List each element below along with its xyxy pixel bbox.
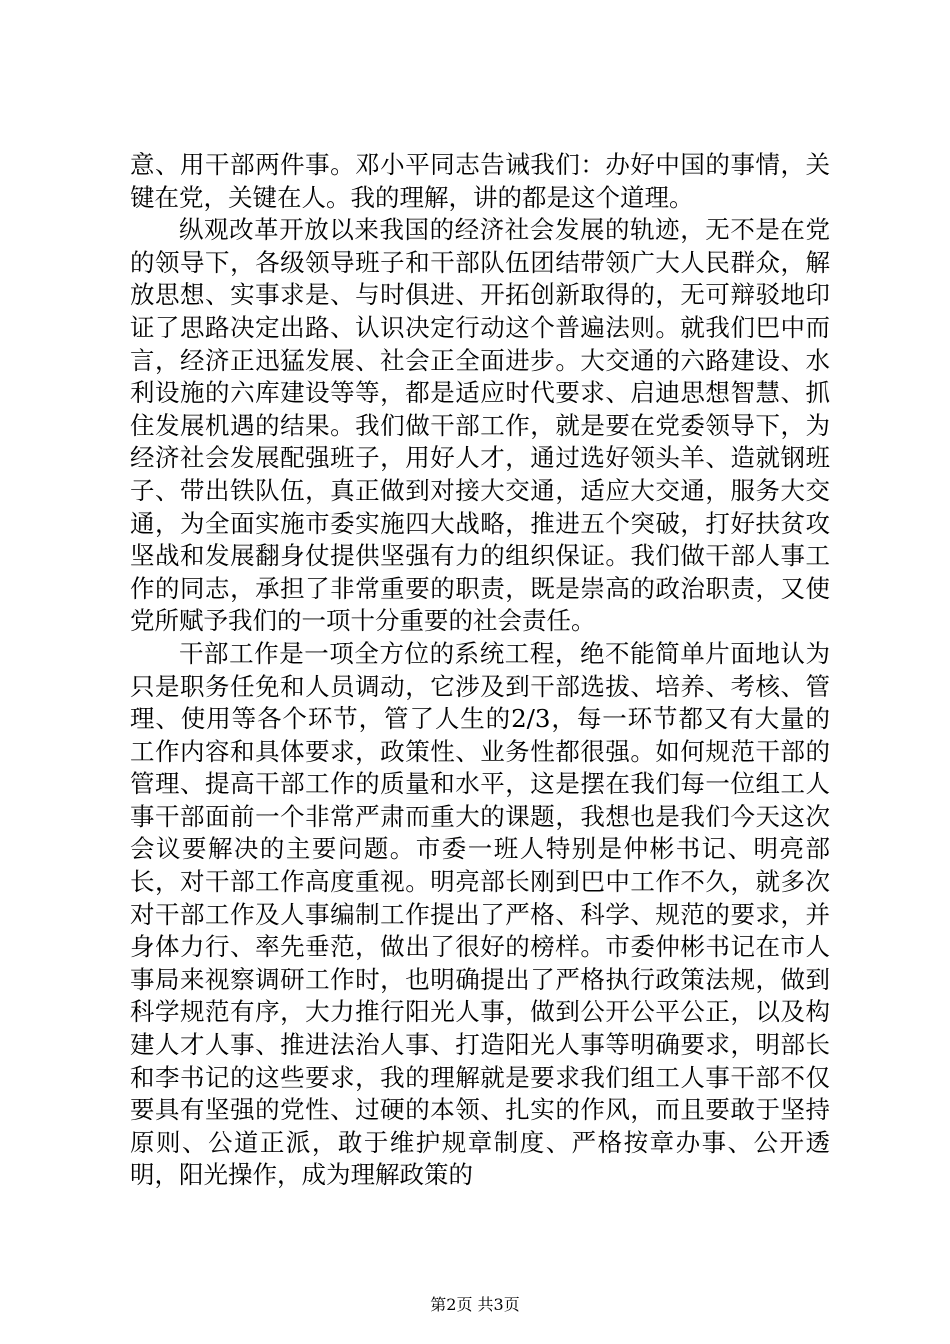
document-body [130, 149, 830, 1192]
page-footer: 第2页 共3页 [430, 1295, 520, 1314]
paragraph-1: 意、用干部两件事。邓小平同志告诫我们：办好中国的事情，关键在党，关键在人。我的理解，讲的都是这个道理。 [130, 150, 830, 212]
paragraph-3: 干部工作是一项全方位的系统工程，绝不能简单片面地认为只是职务任免和人员调动，它涉及到干部选拔、培养、考核、管理、使用等各个环节，管了人生的2/3，每一环节都又有大量的工作内容和具体要求，政策性、业务性都很强。如何规范干部的管理、提高干部工作的质量和水平，这是摆在我们每一位组工人事干部面前一个非常严肃而重大的课题，我想也是我们今天这次会议要解决的主要问题。市委一班人特别是仲彬书记、明亮部长，对干部工作高度重视。明亮部长刚到巴中工作不久，就多次对干部工作及人事编制工作提出了严格、科学、规范的要求，并身体力行、率先垂范，做出了很好的榜样。市委仲彬书记在市人事局来视察调研工作时，也明确提出了严格执行政策法规，做到科学规范有序，大力推行阳光人事，做到公开公平公正，以及构建人才人事、推进法治人事、打造阳光人事等明确要求，明部长和李书记的这些要求，我的理解就是要求我们组工人事干部不仅要具有坚强的党性、过硬的本领、扎实的作风，而且要敢于坚持原则、公道正派，敢于维护规章制度、严格按章办事、公开透明，阳光操作，成为理解政策的 [130, 638, 830, 1190]
paragraph-2: 纵观改革开放以来我国的经济社会发展的轨迹，无不是在党的领导下，各级领导班子和干部队伍团结带领广大人民群众，解放思想、实事求是、与时俱进、开拓创新取得的，无可辩驳地印证了思路决定出路、认识决定行动这个普遍法则。就我们巴中而言，经济正迅猛发展、社会正全面进步。大交通的六路建设、水利设施的六库建设等等，都是适应时代要求、启迪思想智慧、抓住发展机遇的结果。我们做干部工作，就是要在党委领导下，为经济社会发展配强班子，用好人才，通过选好领头羊、造就钢班子、带出铁队伍，真正做到对接大交通，适应大交通，服务大交通，为全面实施市委实施四大战略，推进五个突破，打好扶贫攻坚战和发展翻身仗提供坚强有力的组织保证。我们做干部人事工作的同志，承担了非常重要的职责，既是崇高的政治职责，又使党所赋予我们的一项十分重要的社会责任。 [130, 215, 830, 636]
